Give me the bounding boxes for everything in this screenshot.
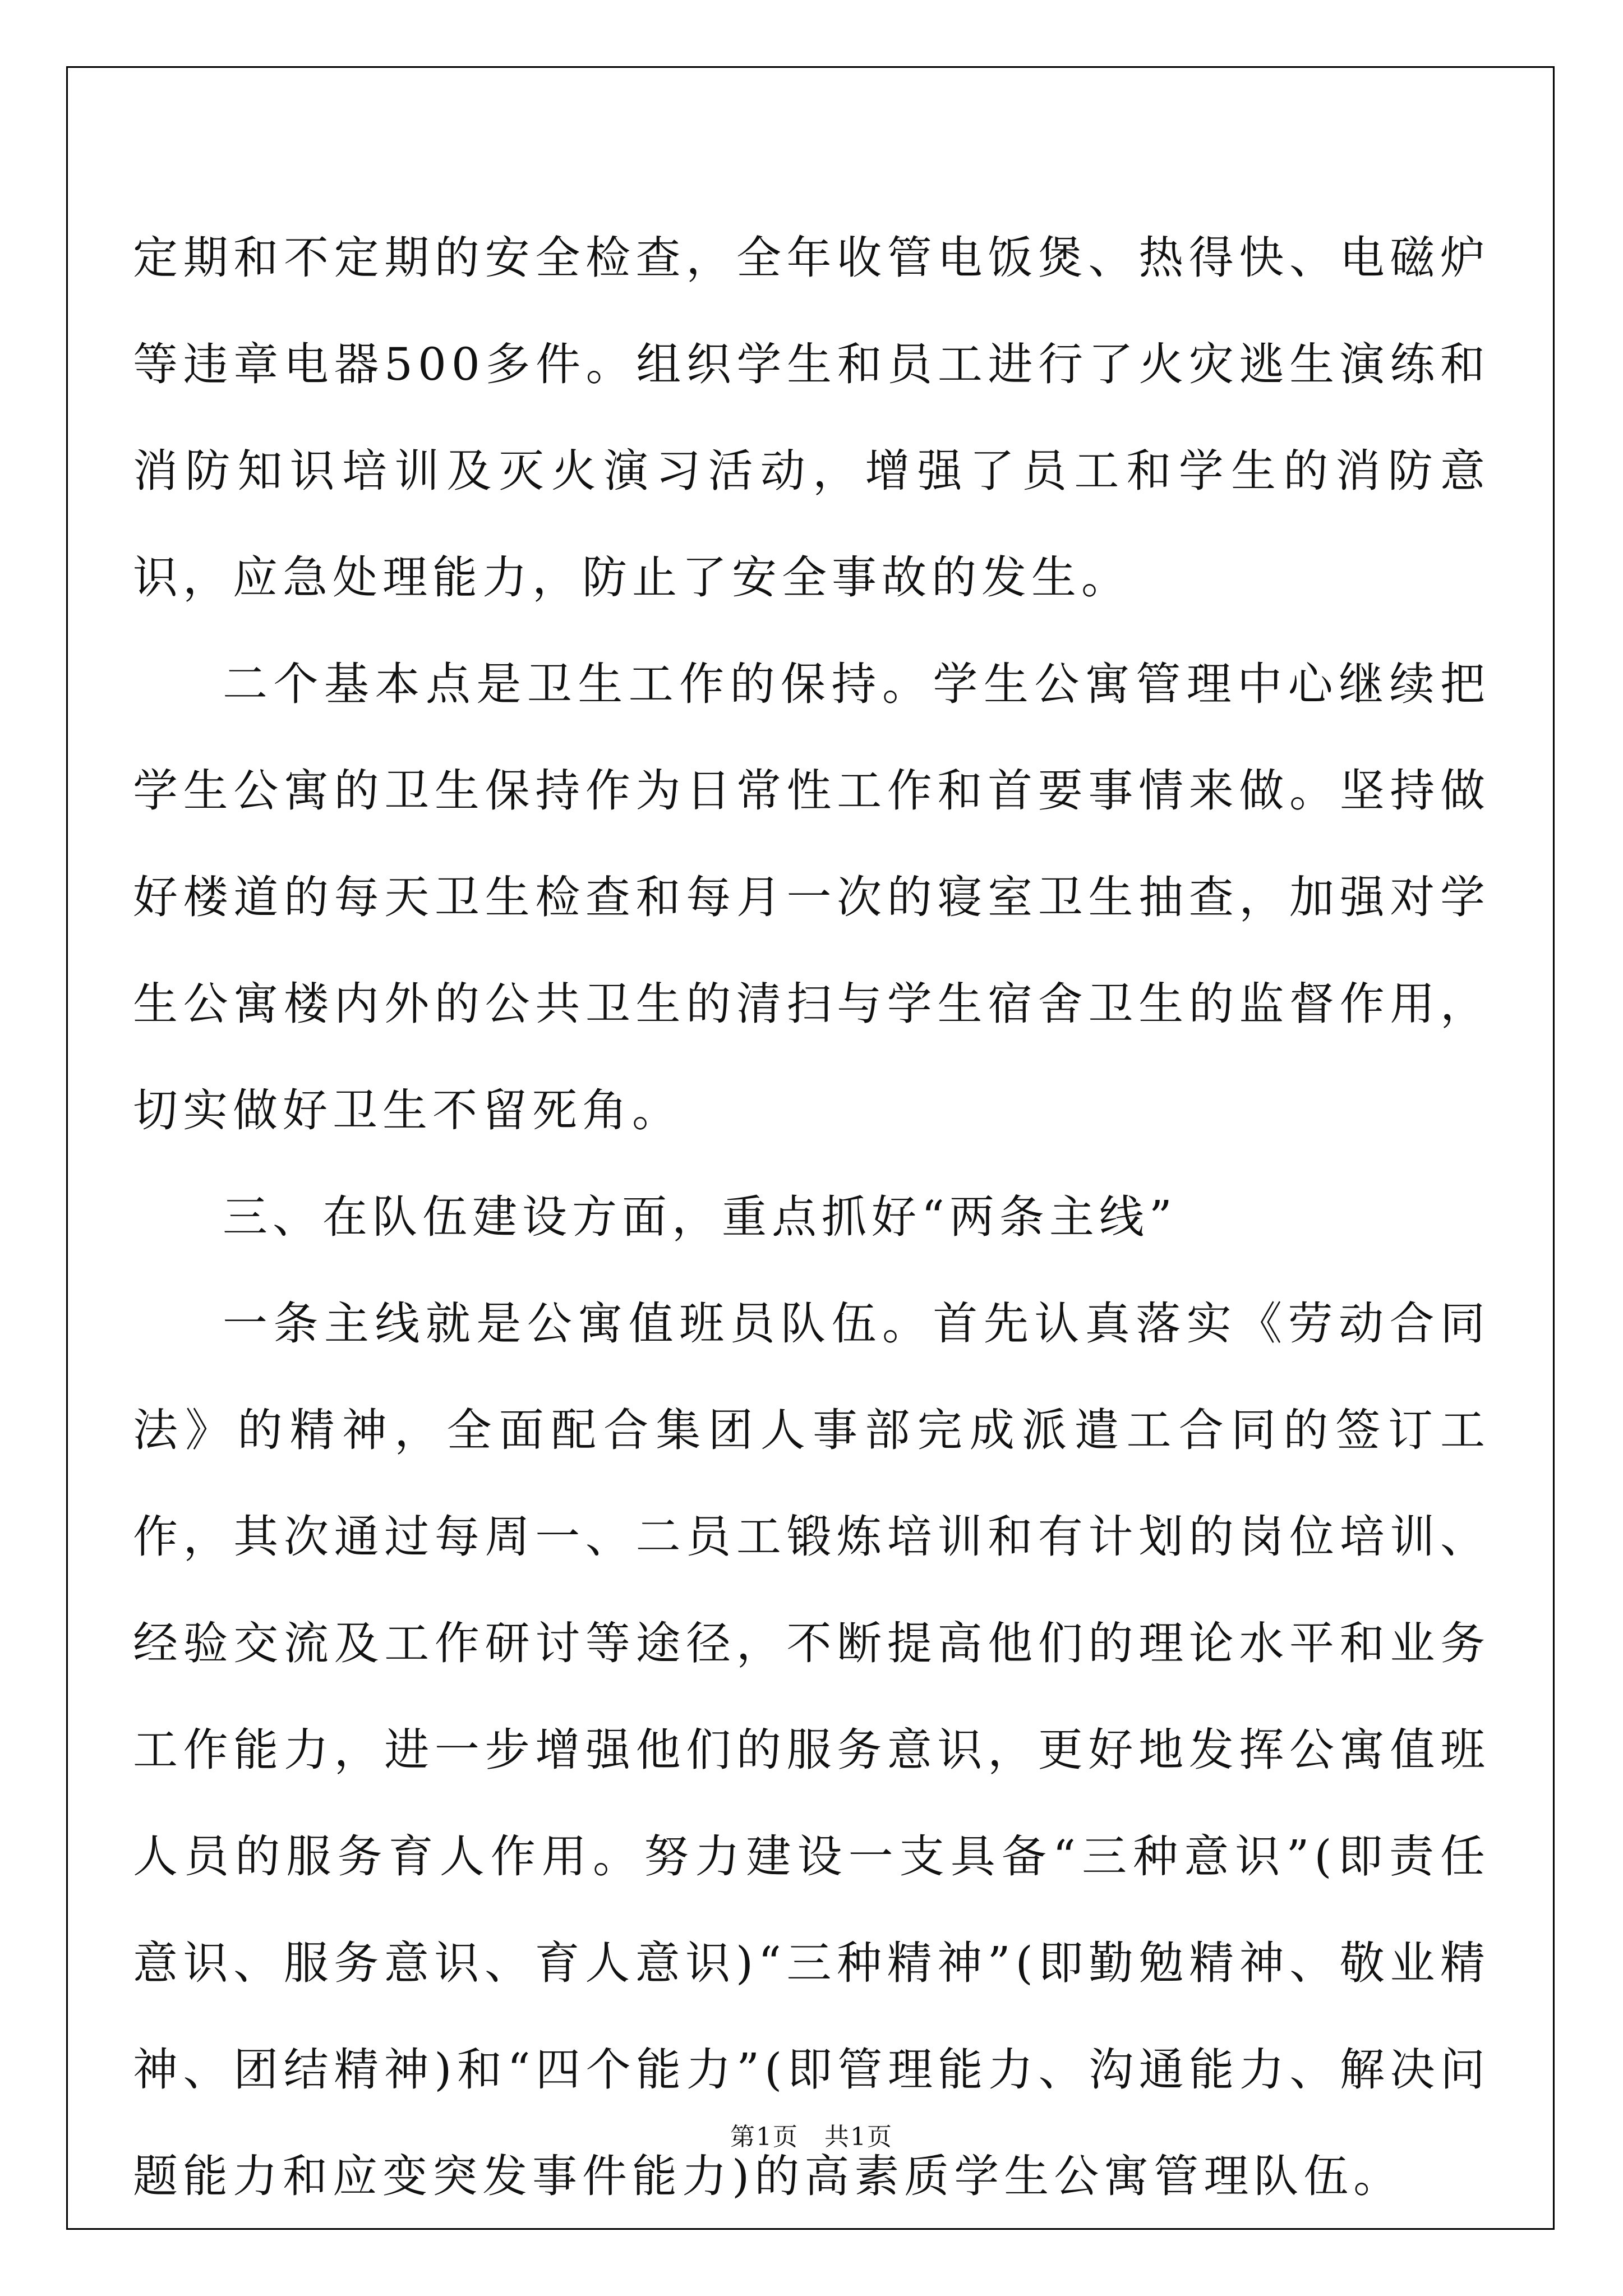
document-body [133, 205, 1490, 2230]
page-number-footer: 第1页 共1页 [730, 2123, 893, 2151]
paragraph-hygiene: 二个基本点是卫生工作的保持。学生公寓管理中心继续把学生公寓的卫生保持作为日常性工作和首要事情来做。坚持做好楼道的每天卫生检查和每月一次的寝室卫生抽查，加强对学生公寓楼内外的公共卫生的清扫与学生宿舍卫生的监督作用，切实做好卫生不留死角。 [133, 658, 1490, 1137]
paragraph-safety-check: 定期和不定期的安全检查，全年收管电饭煲、热得快、电磁炉等违章电器500多件。组织学生和员工进行了火灾逃生演练和消防知识培训及灭火演习活动，增强了员工和学生的消防意识，应急处理能力，防止了安全事故的发生。 [133, 232, 1490, 604]
paragraph-team-heading: 三、在队伍建设方面，重点抓好“两条主线” [223, 1191, 1177, 1243]
paragraph-staff-team: 一条主线就是公寓值班员队伍。首先认真落实《劳动合同法》的精神，全面配合集团人事部完成派遣工合同的签订工作，其次通过每周一、二员工锻炼培训和有计划的岗位培训、经验交流及工作研讨等途径，不断提高他们的理论水平和业务工作能力，进一步增强他们的服务意识，更好地发挥公寓值班人员的服务育人作用。努力建设一支具备“三种意识”(即责任意识、服务意识、育人意识)“三种精神”(即勤勉精神、敬业精神、团结精神)和“四个能力”(即管理能力、沟通能力、解决问题能力和应变突发事件能力)的高素质学生公寓管理队伍。 [133, 1297, 1490, 2202]
